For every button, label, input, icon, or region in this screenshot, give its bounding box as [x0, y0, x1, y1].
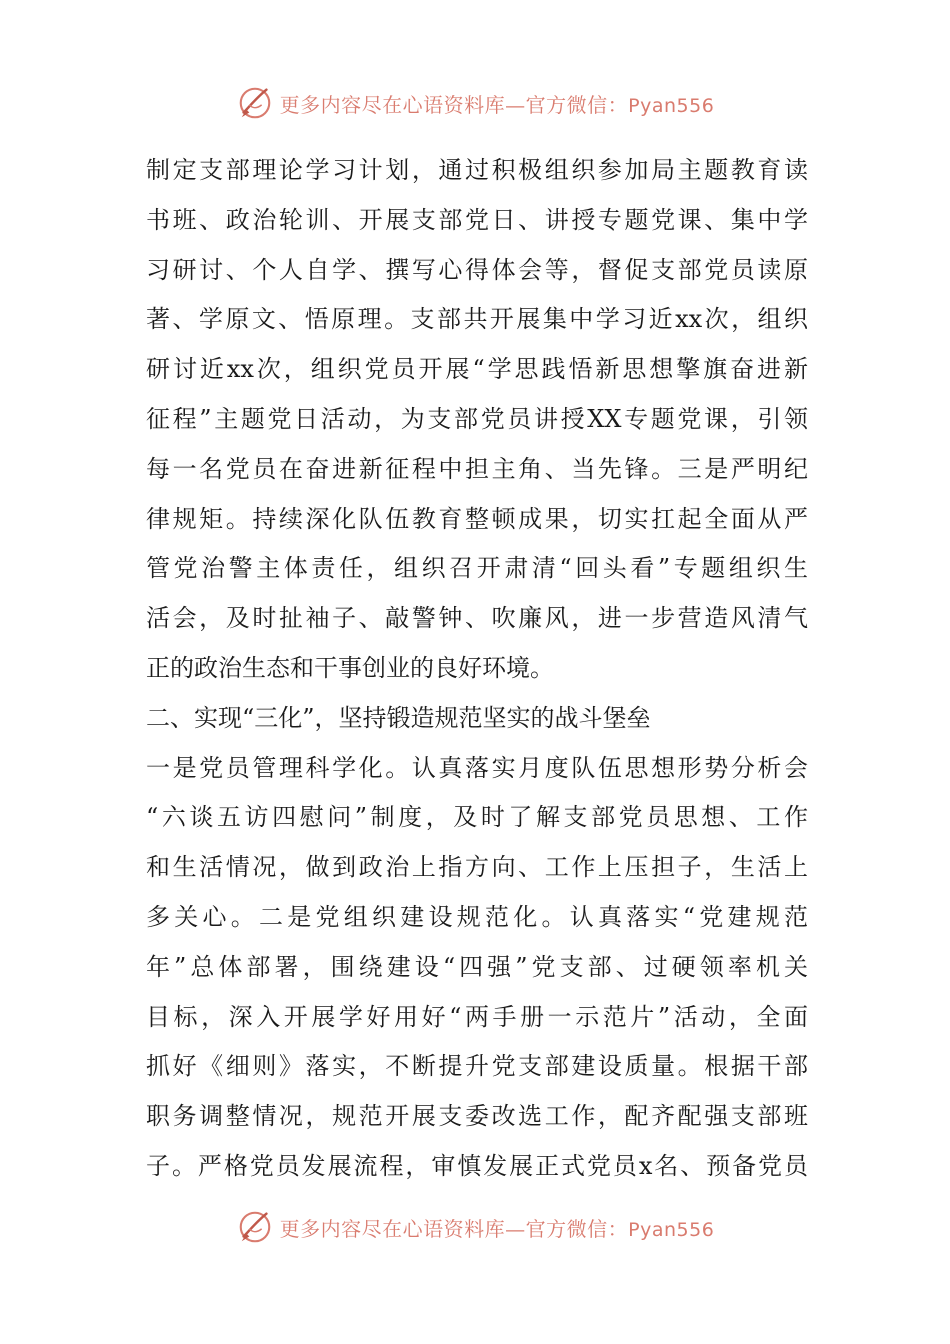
body-line: 一是党员管理科学化。认真落实月度队伍思想形势分析会	[146, 753, 808, 782]
watermark-id: Pyan556	[628, 1218, 715, 1241]
body-line: 活会，及时扯袖子、敲警钟、吹廉风，进一步营造风清气	[146, 604, 808, 633]
body-line: “六谈五访四慰问”制度，及时了解支部党员思想、工作	[146, 803, 808, 832]
body-line: 抓好《细则》落实，不断提升党支部建设质量。根据干部	[146, 1052, 808, 1081]
body-line: 职务调整情况，规范开展支委改选工作，配齐配强支部班	[146, 1102, 808, 1131]
body-line: 书班、政治轮训、开展支部党日、讲授专题党课、集中学	[146, 205, 808, 234]
header-watermark	[0, 84, 950, 122]
body-line: 研讨近xx次，组织党员开展“学思践悟新思想擎旗奋进新	[146, 355, 808, 384]
body-line: 律规矩。持续深化队伍教育整顿成果，切实扛起全面从严	[146, 504, 808, 533]
body-line: 每一名党员在奋进新征程中担主角、当先锋。三是严明纪	[146, 454, 808, 483]
body-line: 多关心。二是党组织建设规范化。认真落实“党建规范	[146, 902, 808, 931]
pen-circle-logo-icon	[236, 84, 274, 122]
watermark-text: 更多内容尽在心语资料库—官方微信：Pyan556	[279, 1216, 715, 1241]
body-line: 制定支部理论学习计划，通过积极组织参加局主题教育读	[146, 156, 808, 184]
body-line: 子。严格党员发展流程，审慎发展正式党员x名、预备党员	[146, 1151, 808, 1180]
body-line: 著、学原文、悟原理。支部共开展集中学习近xx次，组织	[146, 305, 808, 334]
pen-circle-logo-icon	[236, 1208, 274, 1246]
body-line: 管党治警主体责任，组织召开肃清“回头看”专题组织生	[146, 554, 808, 583]
body-line: 习研讨、个人自学、撰写心得体会等，督促支部党员读原	[146, 255, 808, 284]
body-line: 年”总体部署，围绕建设“四强”党支部、过硬领率机关	[146, 952, 808, 981]
body-line: 正的政治生态和干事创业的良好环境。	[146, 653, 554, 682]
body-line: 征程”主题党日活动，为支部党员讲授XX专题党课，引领	[146, 404, 808, 433]
document-body	[146, 146, 808, 1192]
body-line: 和生活情况，做到政治上指方向、工作上压担子，生活上	[146, 853, 808, 882]
watermark-text: 更多内容尽在心语资料库—官方微信：Pyan556	[279, 92, 715, 117]
footer-watermark	[0, 1208, 950, 1246]
section-heading: 二、实现“三化”，坚持锻造规范坚实的战斗堡垒	[146, 703, 651, 732]
body-line: 目标，深入开展学好用好“两手册一示范片”活动，全面	[146, 1002, 808, 1031]
watermark-id: Pyan556	[628, 94, 715, 117]
